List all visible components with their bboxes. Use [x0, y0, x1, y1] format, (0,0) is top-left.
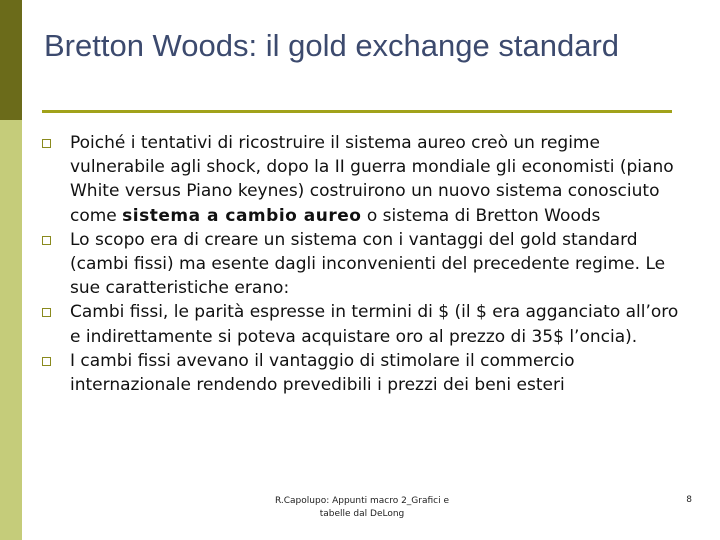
page-number: 8 [686, 495, 692, 505]
bullet-4-text: I cambi fissi avevano il vantaggio di stimolare il commercio internazionale rendendo prevedibili i prezzi dei beni esteri [70, 350, 575, 396]
bullet-2-text: Lo scopo era di creare un sistema con i vantaggi del gold standard (cambi fissi) ma esente dagli inconvenienti del precedente regime. Le sue caratteristiche erano: [70, 229, 666, 299]
bullet-1-bold-term: sistema a cambio aureo [122, 205, 362, 226]
bullet-item-2 [40, 228, 680, 301]
hollow-square-icon [42, 308, 51, 317]
slide-title: Bretton Woods: il gold exchange standard [44, 28, 620, 63]
bullet-1-text: Poiché i tentativi di ricostruire il sistema aureo creò un regime vulnerabile agli shock, dopo la II guerra mondiale gli economisti (piano White versus Piano keynes) costruirono un nuovo sistema conosciuto come [70, 133, 674, 226]
sidebar-light-block [0, 120, 22, 540]
bullet-item-1 [40, 131, 680, 228]
slide-footer [248, 495, 476, 521]
hollow-square-icon [42, 357, 51, 366]
bullet-list [40, 131, 680, 397]
bullet-1-text-end: o sistema di Bretton Woods [361, 205, 601, 226]
sidebar-dark-block [0, 0, 22, 120]
bullet-3-text: Cambi fissi, le parità espresse in termini di $ (il $ era agganciato all’oro e indirettamente si poteva acquistare oro al prezzo di 35$ l’oncia). [70, 302, 679, 347]
bullet-item-4 [40, 349, 680, 397]
hollow-square-icon [42, 236, 51, 245]
footer-line-2: tabelle dal DeLong [319, 509, 405, 519]
bullet-item-3 [40, 300, 680, 348]
decorative-sidebar [0, 0, 22, 540]
footer-line-1: R.Capolupo: Appunti macro 2_Grafici e [274, 496, 450, 506]
title-underline [42, 110, 672, 113]
hollow-square-icon [42, 139, 51, 148]
